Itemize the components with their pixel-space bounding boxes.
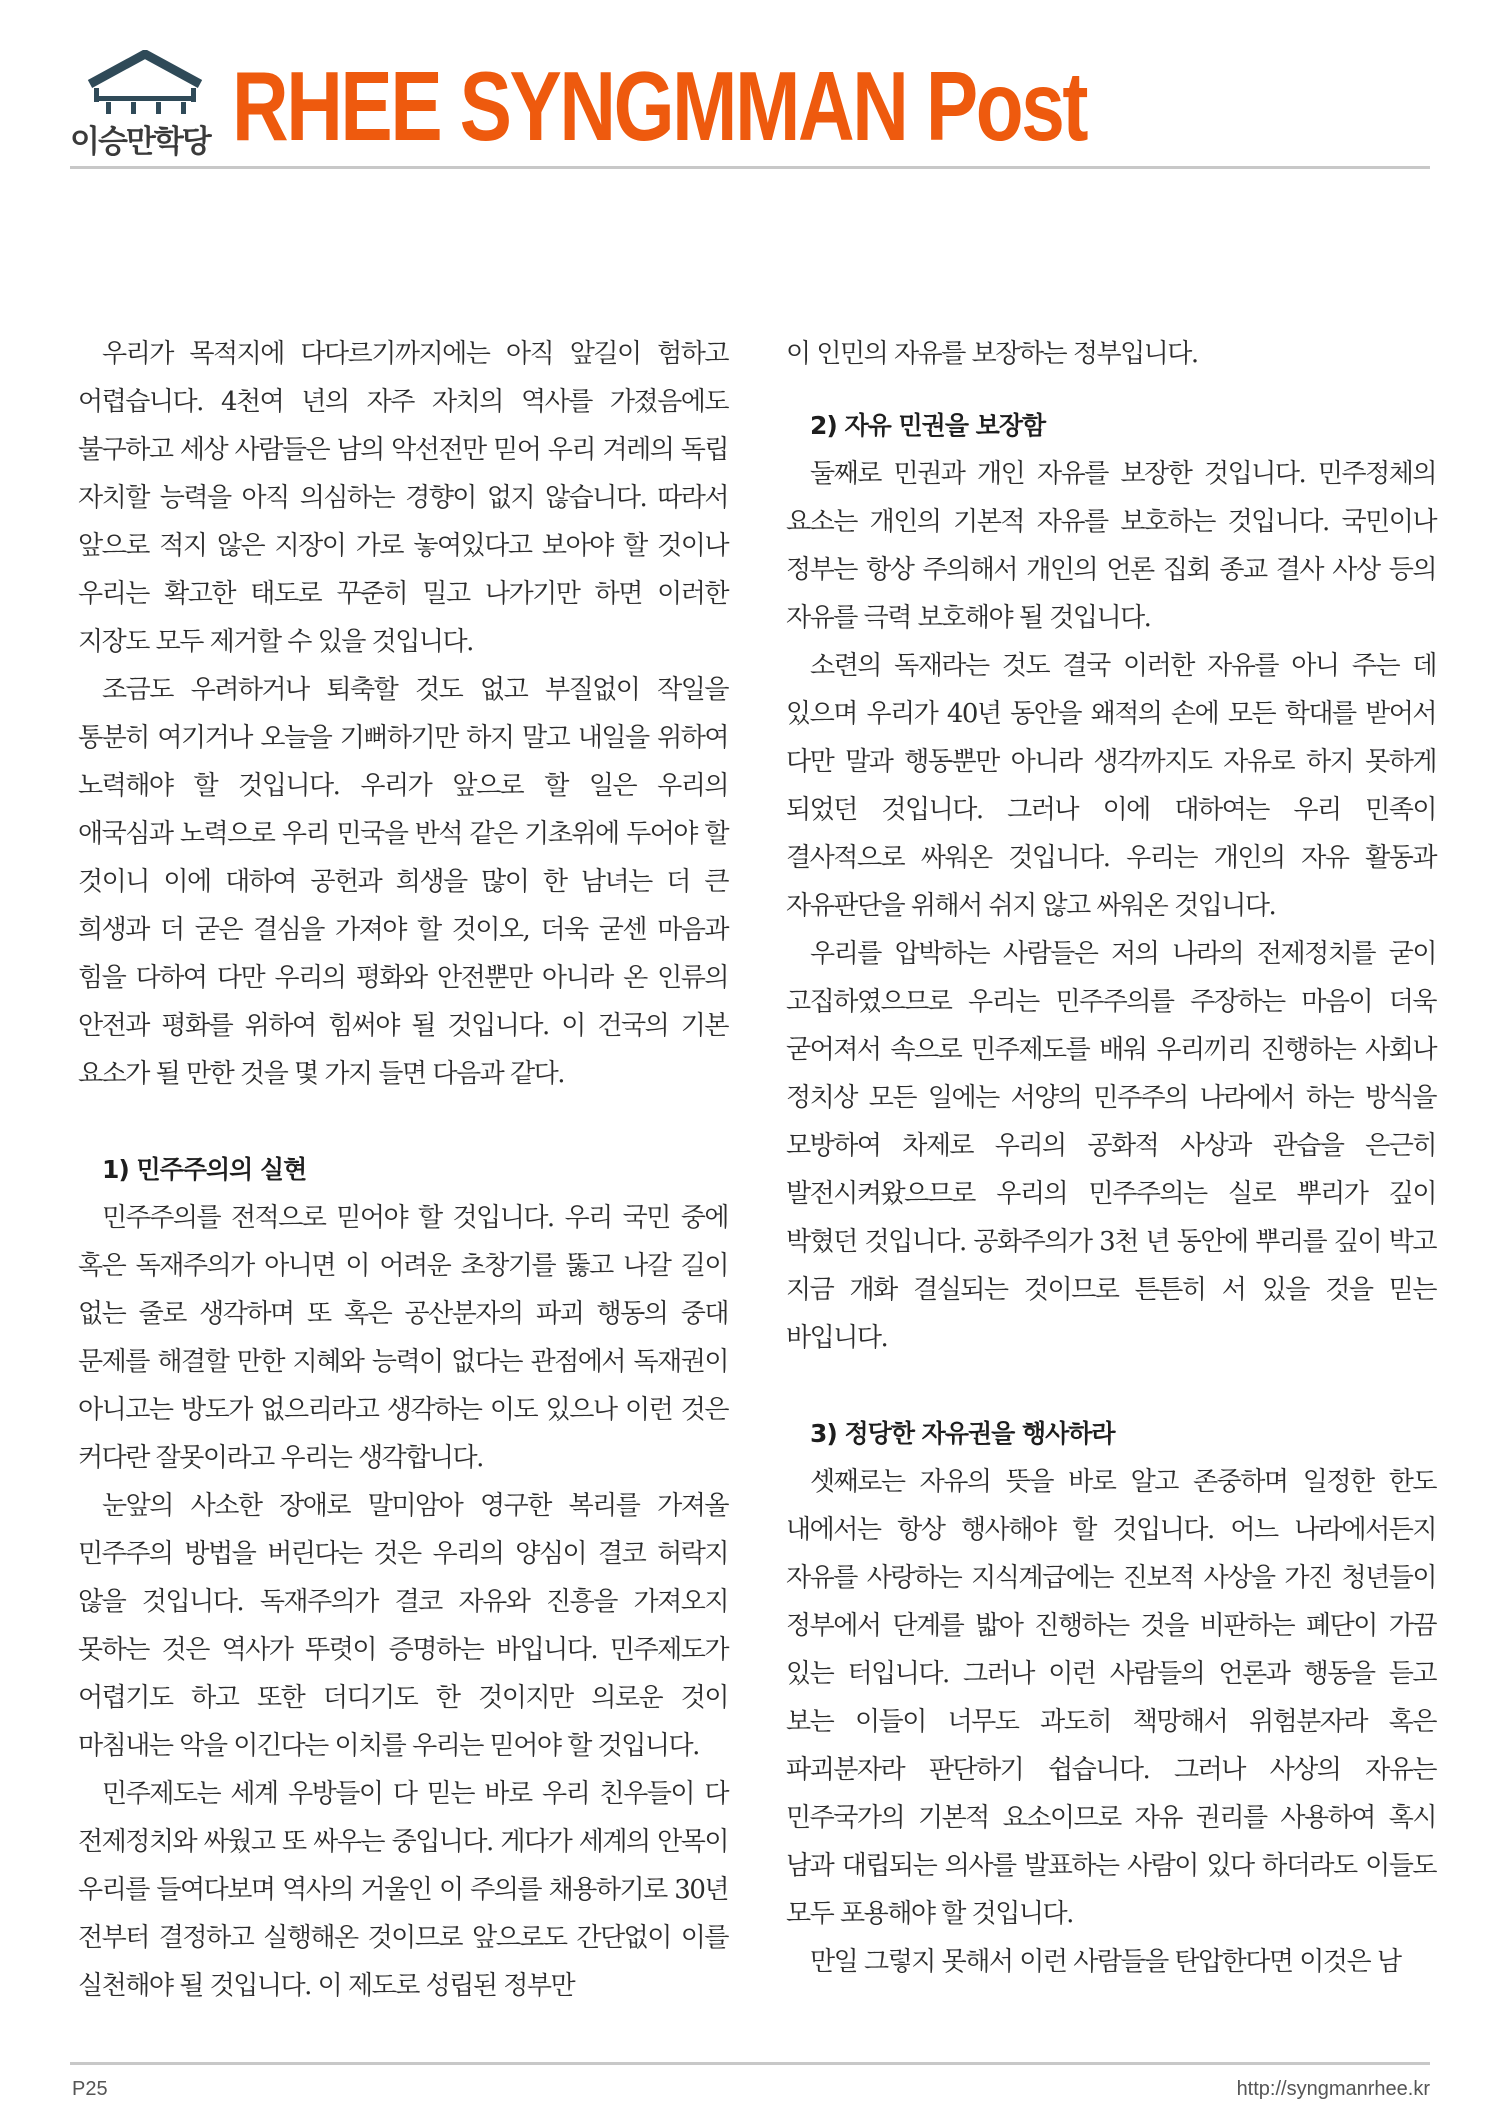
paragraph: 우리를 압박하는 사람들은 저의 나라의 전제정치를 굳이 고집하였으므로 우리는 민주주의를 주장하는 마음이 더욱 굳어져서 속으로 민주제도를 배워 우리끼리 진행하는 사회나 정치상 모든 일에는 서양의 민주주의 나라에서 하는 방식을 모방하여 차제로 우리의 공화적 사상과 관습을 은근히 발전시켜왔으므로 우리의 민주주의는 실로 뿌리가 깊이 박혔던 것입니다. 공화주의가 3천 년 동안에 뿌리를 깊이 박고 지금 개화 결실되는 것이므로 튼튼히 서 있을 것을 믿는 바입니다. bbox=[786, 939, 1436, 1353]
paragraph: 민주제도는 세계 우방들이 다 믿는 바로 우리 친우들이 다 전제정치와 싸웠고 또 싸우는 중입니다. 게다가 세계의 안목이 우리를 들여다보며 역사의 거울인 이 주의를 채용하기로 30년 전부터 결정하고 실행해온 것이므로 앞으로도 간단없이 이를 실천해야 될 것입니다. 이 제도로 성립된 정부만 bbox=[78, 1779, 728, 2001]
website-url: http://syngmanrhee.kr bbox=[1236, 2078, 1430, 2100]
page-number: P25 bbox=[72, 2078, 108, 2100]
spacer bbox=[78, 1098, 728, 1146]
spacer bbox=[786, 1362, 1436, 1410]
paragraph: 조금도 우려하거나 퇴축할 것도 없고 부질없이 작일을 통분히 여기거나 오늘을 기뻐하기만 하지 말고 내일을 위하여 노력해야 할 것입니다. 우리가 앞으로 할 일은 우리의 애국심과 노력으로 우리 민국을 반석 같은 기초위에 두어야 할 것이니 이에 대하여 공헌과 희생을 많이 한 남녀는 더 큰 희생과 더 굳은 결심을 가져야 할 것이오, 더욱 굳센 마음과 힘을 다하여 다만 우리의 평화와 안전뿐만 아니라 온 인류의 안전과 평화를 위하여 힘써야 될 것입니다. 이 건국의 기본 요소가 될 만한 것을 몇 가지 들면 다음과 같다. bbox=[78, 675, 728, 1089]
section-heading-democracy: 1) 민주주의의 실현 bbox=[102, 1155, 307, 1184]
section-heading-freedom: 3) 정당한 자유권을 행사하라 bbox=[810, 1419, 1115, 1448]
masthead bbox=[70, 48, 1430, 163]
paragraph: 우리가 목적지에 다다르기까지에는 아직 앞길이 험하고 어렵습니다. 4천여 년의 자주 자치의 역사를 가졌음에도 불구하고 세상 사람들은 남의 악선전만 믿어 우리 겨레의 독립 자치할 능력을 아직 의심하는 경향이 없지 않습니다. 따라서 앞으로 적지 않은 지장이 가로 놓여있다고 보아야 할 것이나 우리는 확고한 태도로 꾸준히 밀고 나가기만 하면 이러한 지장도 모두 제거할 수 있을 것입니다. bbox=[78, 339, 728, 657]
school-logo bbox=[70, 50, 220, 160]
logo-text: 이승만학당 bbox=[70, 124, 210, 160]
house-roof-icon bbox=[84, 50, 206, 116]
paragraph: 민주주의를 전적으로 믿어야 할 것입니다. 우리 국민 중에 혹은 독재주의가 아니면 이 어려운 초창기를 뚫고 나갈 길이 없는 줄로 생각하며 또 혹은 공산분자의 파괴 행동의 중대 문제를 해결할 만한 지혜와 능력이 없다는 관점에서 독재권이 아니고는 방도가 없으리라고 생각하는 이도 있으나 이런 것은 커다란 잘못이라고 우리는 생각합니다. bbox=[78, 1203, 728, 1473]
paragraph: 셋째로는 자유의 뜻을 바로 알고 존중하며 일정한 한도 내에서는 항상 행사해야 할 것입니다. 어느 나라에서든지 자유를 사랑하는 지식계급에는 진보적 사상을 가진 청년들이 정부에서 단계를 밟아 진행하는 것을 비판하는 폐단이 가끔 있는 터입니다. 그러나 이런 사람들의 언론과 행동을 듣고 보는 이들이 너무도 과도히 책망해서 위험분자라 혹은 파괴분자라 판단하기 쉽습니다. 그러나 사상의 자유는 민주국가의 기본적 요소이므로 자유 권리를 사용하여 혹시 남과 대립되는 의사를 발표하는 사람이 있다 하더라도 이들도 모두 포용해야 할 것입니다. bbox=[786, 1467, 1436, 1929]
header-divider bbox=[70, 166, 1430, 169]
paragraph: 눈앞의 사소한 장애로 말미암아 영구한 복리를 가져올 민주주의 방법을 버린다는 것은 우리의 양심이 결코 허락지 않을 것입니다. 독재주의가 결코 자유와 진흥을 가져오지 못하는 것은 역사가 뚜렷이 증명하는 바입니다. 민주제도가 어렵기도 하고 또한 더디기도 한 것이지만 의로운 것이 마침내는 악을 이긴다는 이치를 우리는 믿어야 할 것입니다. bbox=[78, 1491, 728, 1761]
publication-title: RHEE SYNGMMAN Post bbox=[232, 51, 1087, 161]
spacer bbox=[786, 378, 1436, 402]
paragraph-continued: 이 인민의 자유를 보장하는 정부입니다. bbox=[786, 339, 1198, 369]
paragraph: 둘째로 민권과 개인 자유를 보장한 것입니다. 민주정체의 요소는 개인의 기본적 자유를 보호하는 것입니다. 국민이나 정부는 항상 주의해서 개인의 언론 집회 종교 결사 사상 등의 자유를 극력 보호해야 될 것입니다. bbox=[786, 459, 1436, 633]
paragraph: 만일 그렇지 못해서 이런 사람들을 탄압한다면 이것은 남 bbox=[810, 1947, 1401, 1977]
right-column bbox=[786, 330, 1436, 1986]
left-column bbox=[78, 330, 728, 2010]
section-heading-civil-rights: 2) 자유 민권을 보장함 bbox=[810, 411, 1046, 440]
paragraph: 소련의 독재라는 것도 결국 이러한 자유를 아니 주는 데 있으며 우리가 40년 동안을 왜적의 손에 모든 학대를 받어서 다만 말과 행동뿐만 아니라 생각까지도 자유로 하지 못하게 되었던 것입니다. 그러나 이에 대하여는 우리 민족이 결사적으로 싸워온 것입니다. 우리는 개인의 자유 활동과 자유판단을 위해서 쉬지 않고 싸워온 것입니다. bbox=[786, 651, 1436, 921]
footer-divider bbox=[70, 2062, 1430, 2065]
